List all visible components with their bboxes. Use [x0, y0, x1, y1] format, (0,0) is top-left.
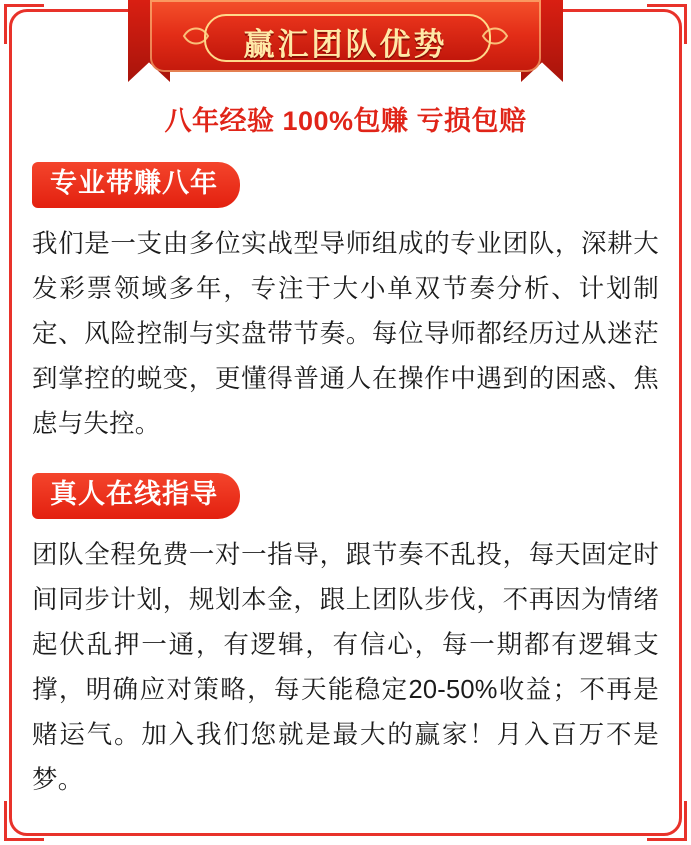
section-label-live-guidance: 真人在线指导	[32, 473, 240, 519]
corner-ornament-top-right-icon	[645, 0, 691, 46]
poster-subtitle: 八年经验 100%包赚 亏损包赔	[164, 106, 527, 136]
header-banner	[128, 0, 563, 88]
section-label-professional: 专业带赚八年	[32, 162, 240, 208]
section-professional	[32, 162, 659, 447]
corner-ornament-bottom-left-icon	[0, 799, 46, 845]
section-text-professional: 我们是一支由多位实战型导师组成的专业团队，深耕大发彩票领域多年，专注于大小单双节奏分析、计划制定、风险控制与实盘带节奏。每位导师都经历过从迷茫到掌控的蜕变，更懂得普通人在操作中遇到的困惑、焦虑与失控。	[32, 229, 659, 438]
section-live-guidance	[32, 473, 659, 803]
banner-title: 赢汇团队优势	[243, 26, 448, 62]
banner-plate	[150, 0, 541, 72]
corner-ornament-bottom-right-icon	[645, 799, 691, 845]
section-text-live-guidance: 团队全程免费一对一指导，跟节奏不乱投，每天固定时间同步计划，规划本金，跟上团队步伐，不再因为情绪起伏乱押一通，有逻辑，有信心，每一期都有逻辑支撑，明确应对策略，每天能稳定20-50%收益；不再是赌运气。加入我们您就是最大的赢家！月入百万不是梦。	[32, 540, 659, 794]
corner-ornament-top-left-icon	[0, 0, 46, 46]
